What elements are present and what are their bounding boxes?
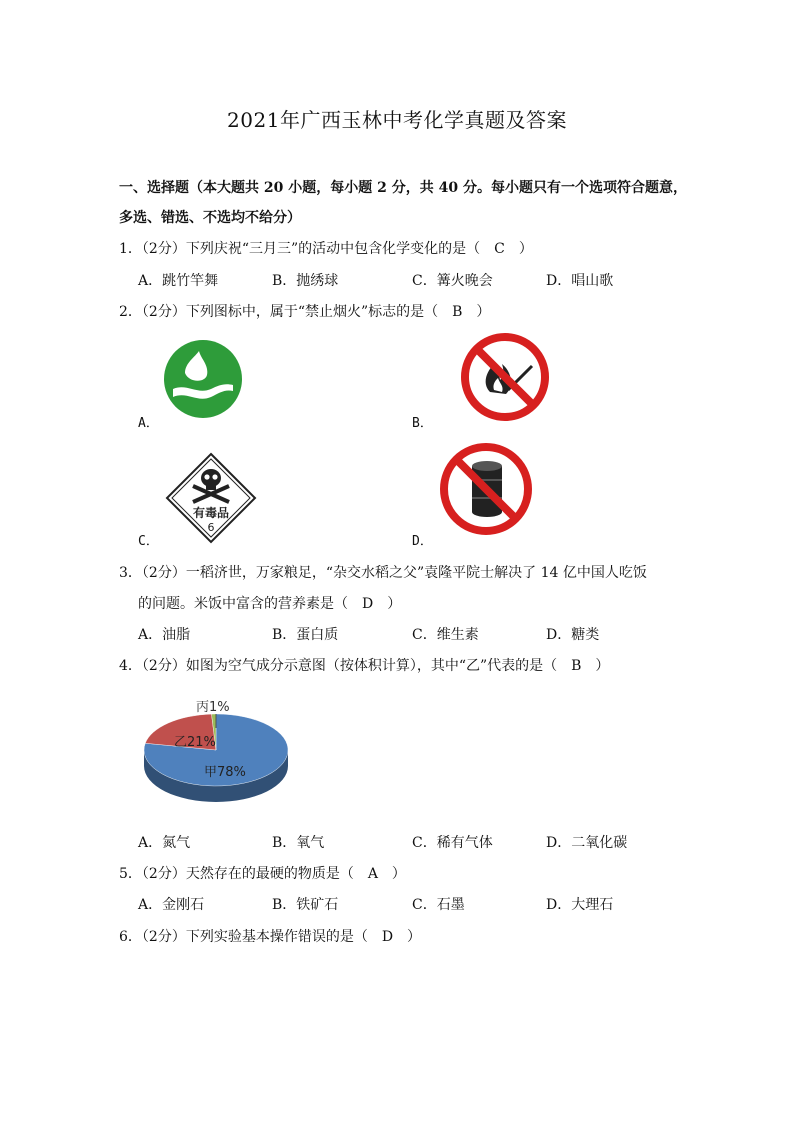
- q3-option-a: A．油脂: [138, 627, 191, 643]
- q4-option-a: A．氮气: [138, 835, 191, 851]
- q5-option-d: D．大理石: [546, 897, 614, 913]
- q4-option-d: D．二氧化碳: [546, 835, 628, 851]
- no-oil-drum-icon: [439, 442, 533, 536]
- air-composition-pie-chart: [140, 690, 300, 815]
- q2-label-d: D．: [412, 534, 433, 549]
- q4-option-b: B．氧气: [272, 835, 325, 851]
- q1-option-b: B．抛绣球: [272, 273, 339, 289]
- poison-label: 有毒品: [192, 506, 230, 520]
- q1-option-c: C．篝火晚会: [412, 273, 493, 289]
- q5-option-c: C．石墨: [412, 897, 465, 913]
- question-4-stem: 4．（2分）如图为空气成分示意图（按体积计算），其中“乙”代表的是（ B ）: [119, 658, 610, 674]
- q3-option-b: B．蛋白质: [272, 627, 339, 643]
- question-1-stem: 1．（2分）下列庆祝“三月三”的活动中包含化学变化的是（ C ）: [119, 241, 533, 257]
- q2-label-b: B．: [412, 416, 433, 431]
- q1-option-a: A．跳竹竿舞: [138, 273, 219, 289]
- q4-option-c: C．稀有气体: [412, 835, 493, 851]
- question-6-stem: 6．（2分）下列实验基本操作错误的是（ D ）: [119, 929, 422, 945]
- no-fire-icon: [460, 332, 550, 422]
- q2-label-a: A．: [138, 416, 159, 431]
- q2-label-c: C．: [138, 534, 159, 549]
- q1-option-d: D．唱山歌: [546, 273, 614, 289]
- question-3-stem-line1: 3．（2分）一稻济世，万家粮足，“杂交水稻之父”袁隆平院士解决了 14 亿中国人吃饭: [119, 565, 647, 581]
- water-saving-icon: [163, 339, 243, 419]
- question-5-stem: 5．（2分）天然存在的最硬的物质是（ A ）: [119, 866, 406, 882]
- q5-option-b: B．铁矿石: [272, 897, 339, 913]
- poison-class-number: 6: [207, 521, 215, 534]
- pie-label-jia: 甲78%: [204, 765, 246, 780]
- q3-option-c: C．维生素: [412, 627, 479, 643]
- q5-option-a: A．金刚石: [138, 897, 205, 913]
- question-2-stem: 2．（2分）下列图标中，属于“禁止烟火”标志的是（ B ）: [119, 304, 491, 320]
- section-heading-line2: 多选、错选、不选均不给分）: [119, 210, 301, 226]
- poison-icon: [163, 450, 259, 546]
- page-title: 2021年广西玉林中考化学真题及答案: [227, 108, 567, 132]
- question-3-stem-line2: 的问题。米饭中富含的营养素是（ D ）: [138, 596, 402, 612]
- q3-option-d: D．糖类: [546, 627, 600, 643]
- pie-label-yi: 乙21%: [174, 735, 216, 750]
- pie-label-bing: 丙1%: [196, 700, 230, 715]
- section-heading-line1: 一、选择题（本大题共 20 小题，每小题 2 分，共 40 分。每小题只有一个选项符合题意，: [119, 180, 687, 196]
